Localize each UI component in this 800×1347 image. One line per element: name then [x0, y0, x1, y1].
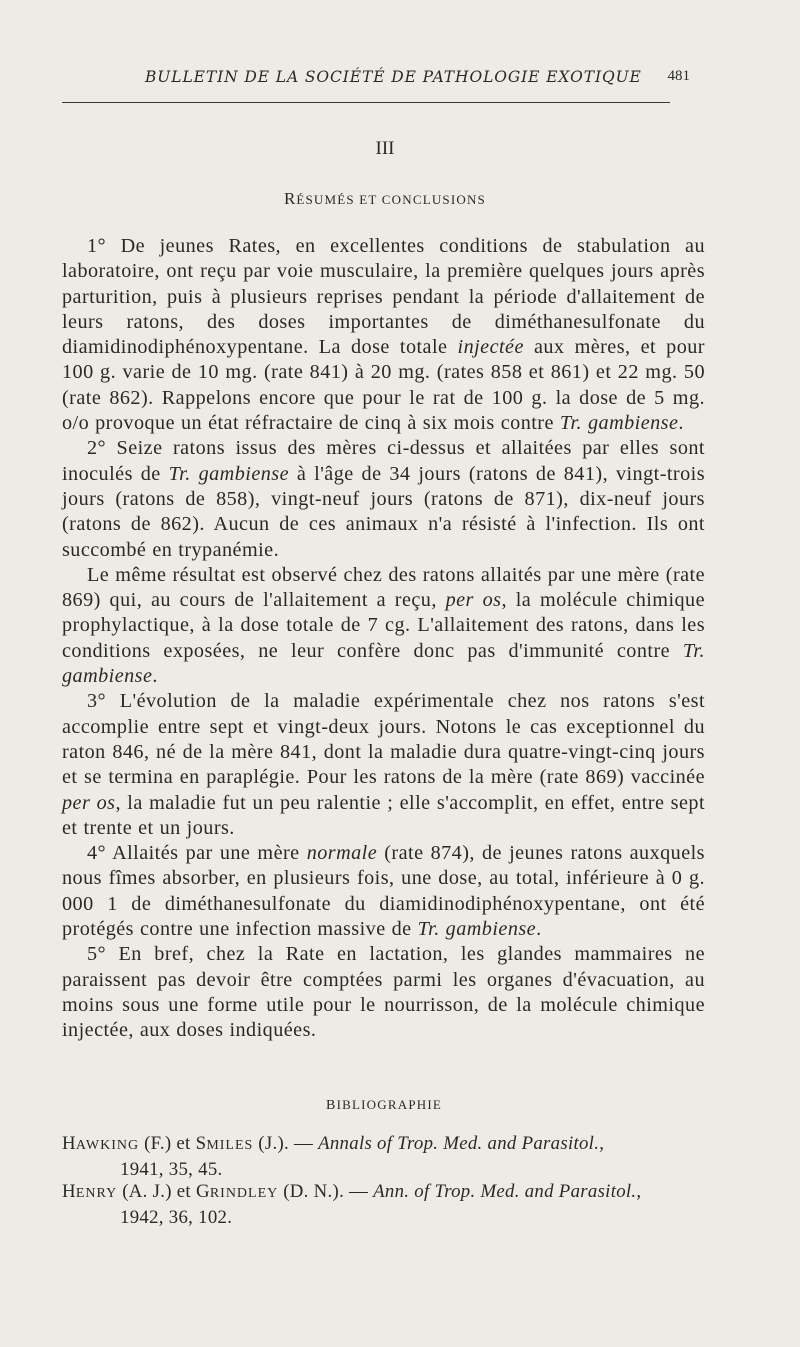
p1-text-c: aux mères, et pour 100 g. varie de 10 mg. (rate 841) à 20 mg. (rates 858 et 861) et 22 mg. 50 (rate 862). Rappelons encore que pour le rat de 100 g. la dose de 5 mg. o/o provoque un état réfractaire de cinq à six mois contre [62, 336, 705, 435]
p5-italic-b: normale [306, 842, 378, 865]
ref2-mid2: (D. N.). — [278, 1181, 374, 1202]
ref2-author2-rest: RINDLEY [209, 1186, 279, 1201]
ref2-tail: , [636, 1181, 642, 1202]
paragraph-2 [62, 436, 705, 562]
section-title-rest: ÉSUMÉS ET CONCLUSIONS [296, 192, 486, 207]
p1-text-a: 1° De jeunes Rates, en excellentes conditions de stabulation au laboratoire, ont reçu par voie musculaire, la première quelques jours après parturition, puis à plusieurs reprises pendant la période d'allaitement de leurs ratons, des doses importantes de diméthanesulfonate du diamidinodiphénoxypentane. La dose totale [62, 235, 705, 359]
p2-text-a: 2° Seize ratons issus des mères ci-dessus et allaitées par elles sont inoculés de [62, 437, 705, 485]
ref1-volume-line: 1941, 35, 45. [120, 1159, 223, 1180]
p2-italic-b: Tr. gambiense [168, 462, 289, 485]
ref1-journal: Annals of Trop. Med. and Parasitol. [318, 1133, 600, 1154]
ref1-author1-initial: H [62, 1133, 76, 1154]
section-title [0, 189, 770, 209]
p3-italic-b: per os [445, 589, 502, 612]
bibliography-entry [62, 1180, 722, 1230]
ref1-author2-rest: MILES [206, 1138, 254, 1153]
p5-text-c: (rate 874), de jeunes ratons auxquels nous fîmes absorber, en plusieurs fois, une dose, au total, inférieure à 0 g. 000 1 de diméthanesulfonate du diamidinodiphénoxypentane, ont été protégés contre une infection massive de [62, 842, 705, 941]
paragraph-1 [62, 234, 705, 436]
ref1-author1-rest: AWKING [75, 1138, 140, 1153]
p5-text-e: . [536, 918, 542, 941]
p6-text-a: 5° En bref, chez la Rate en lactation, les glandes mammaires ne paraissent pas devoir être comptées parmi les organes d'évacuation, au moins sous une forme utile pour le nourrisson, de la molécule chimique injectée, aux doses indiquées. [62, 943, 705, 1042]
ref1-mid1: (F.) et [139, 1133, 196, 1154]
ref2-journal: Ann. of Trop. Med. and Parasitol. [373, 1181, 637, 1202]
running-title: BULLETIN DE LA SOCIÉTÉ DE PATHOLOGIE EXOTIQUE [145, 68, 642, 86]
p4-text-c: , la maladie fut un peu ralentie ; elle s'accomplit, en effet, entre sept et trente et un jours. [62, 791, 706, 839]
ref2-mid1: (A. J.) et [117, 1181, 196, 1202]
bibliography-heading-initial: B [325, 1098, 337, 1113]
p5-italic-d: Tr. gambiense [417, 918, 537, 941]
ref2-author1-rest: ENRY [75, 1186, 118, 1201]
page-number: 481 [667, 68, 690, 84]
p3-text-c: , la molécule chimique prophylactique, à la dose totale de 7 cg. L'allaitement des ratons, dans les conditions exposées, ne leur confère donc pas d'immunité contre [62, 589, 706, 662]
p5-text-a: 4° Allaités par une mère [87, 842, 307, 865]
p3-text-a: Le même résultat est observé chez des ratons allaités par une mère (rate 869) qui, au cours de l'allaitement a reçu, [62, 563, 705, 612]
paragraph-4 [62, 689, 705, 841]
p1-text-e: . [678, 412, 684, 435]
conclusions-body [62, 234, 705, 1044]
paragraph-6 [62, 942, 705, 1043]
paragraph-3 [62, 563, 705, 689]
p1-italic-b: injectée [457, 336, 524, 359]
bibliography-heading-rest: IBLIOGRAPHIE [336, 1097, 443, 1112]
p3-italic-d: Tr. gambiense [62, 639, 705, 688]
p3-text-e: . [152, 665, 158, 688]
bibliography-heading [0, 1097, 768, 1114]
ref1-author2-initial: S [195, 1133, 207, 1154]
ref2-author1-initial: H [62, 1181, 76, 1202]
page-header [100, 68, 710, 94]
section-number: III [375, 138, 395, 159]
header-rule [62, 102, 670, 103]
ref1-mid2: (J.). — [253, 1133, 319, 1154]
section-title-initial: R [284, 189, 297, 208]
p4-italic-b: per os [62, 791, 116, 814]
bibliography-entry [62, 1132, 722, 1182]
p1-italic-d: Tr. gambiense [559, 412, 679, 435]
p2-text-c: à l'âge de 34 jours (ratons de 841), vingt-trois jours (ratons de 858), vingt-neuf jours (ratons de 871), dix-neuf jours (ratons de 862). Aucun de ces animaux n'a résisté à l'infection. Ils ont succombé en trypanémie. [62, 462, 706, 561]
ref2-author2-initial: G [195, 1181, 210, 1202]
paragraph-5 [62, 841, 705, 942]
p4-text-a: 3° L'évolution de la maladie expérimentale chez nos ratons s'est accomplie entre sept et vingt-deux jours. Notons le cas exceptionnel du raton 846, né de la mère 841, dont la maladie dura quatre-vingt-cinq jours et se termina en paraplégie. Pour les ratons de la mère (rate 869) vaccinée [62, 690, 705, 789]
ref1-tail: , [599, 1133, 605, 1154]
ref2-volume-line: 1942, 36, 102. [120, 1207, 233, 1228]
